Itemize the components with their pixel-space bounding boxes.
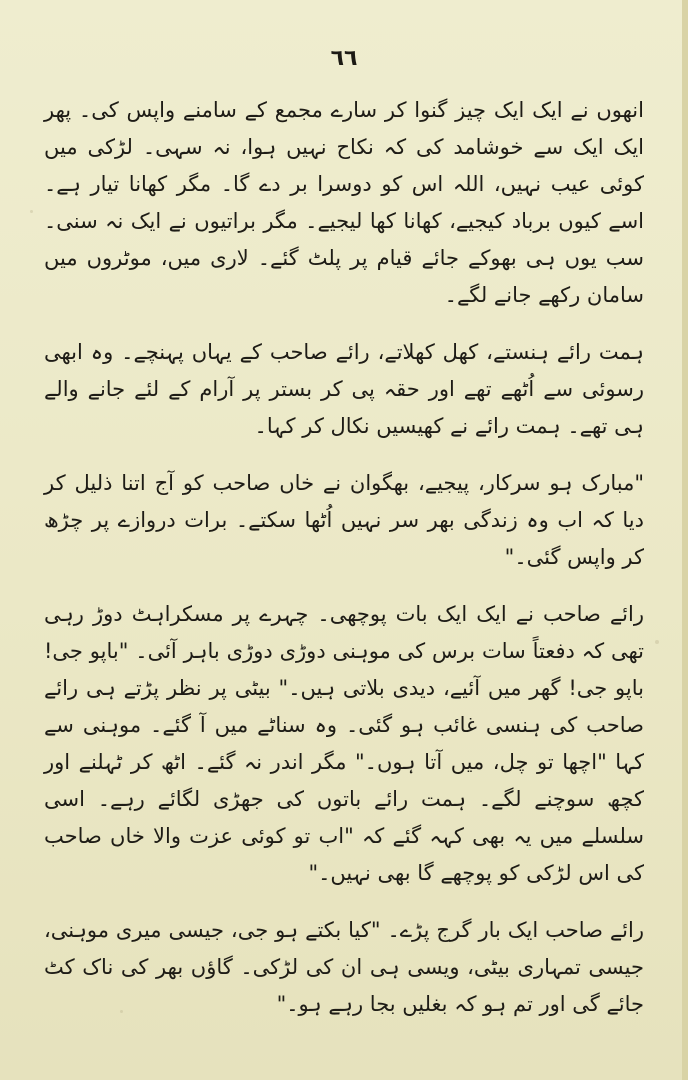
page-number: ٦٦ (330, 46, 358, 71)
body-text (44, 92, 644, 1023)
paper-speck (30, 210, 33, 213)
paragraph: "مبارک ہو سرکار، پیجیے، بھگوان نے خاں صاحب کو آج اتنا ذلیل کر دیا کہ اب وہ زندگی بھر سر نہیں اُٹھا سکتے۔ برات دروازے پر چڑھ کر واپس گئی۔" (44, 471, 644, 569)
paragraph: رائے صاحب ایک بار گرج پڑے۔ "کیا بکتے ہو جی، جیسی میری موہنی، جیسی تمہاری بیٹی، ویسی ہی ان کی لڑکی۔ گاؤں بھر کی ناک کٹ جائے گی اور تم ہو کہ بغلیں بجا رہے ہو۔" (44, 918, 644, 1016)
paragraph: انھوں نے ایک ایک چیز گنوا کر سارے مجمع کے سامنے واپس کی۔ پھر ایک ایک سے خوشامد کی کہ نکاح نہیں ہوا، نہ سہی۔ لڑکی میں کوئی عیب نہیں، اللہ اس کو دوسرا بر دے گا۔ مگر کھانا تیار ہے۔ اسے کیوں برباد کیجیے، کھانا کھا لیجیے۔ مگر براتیوں نے ایک نہ سنی۔ سب یوں ہی بھوکے جائے قیام پر پلٹ گئے۔ لاری میں، موٹروں میں سامان رکھے جانے لگے۔ (44, 98, 644, 307)
paragraph: رائے صاحب نے ایک ایک بات پوچھی۔ چہرے پر مسکراہٹ دوڑ رہی تھی کہ دفعتاً سات برس کی موہنی دوڑی دوڑی باہر آئی۔ "باپو جی! باپو جی! گھر میں آئیے، دیدی بلاتی ہیں۔" بیٹی پر نظر پڑتے ہی رائے صاحب کی ہنسی غائب ہو گئی۔ وہ سناٹے میں آ گئے۔ موہنی سے کہا "اچھا تو چل، میں آتا ہوں۔" مگر اندر نہ گئے۔ اٹھ کر ٹہلنے اور کچھ سوچنے لگے۔ ہمت رائے باتوں کی جھڑی لگائے رہے۔ اسی سلسلے میں یہ بھی کہہ گئے کہ "اب تو کوئی عزت والا خاں صاحب کی اس لڑکی کو پوچھے گا بھی نہیں۔" (44, 602, 644, 885)
paper-speck (655, 640, 659, 644)
paragraph: ہمت رائے ہنستے، کھل کھلاتے، رائے صاحب کے یہاں پہنچے۔ وہ ابھی رسوئی سے اُٹھے تھے اور حقہ پی کر بستر پر آرام کے لئے جانے والے ہی تھے۔ ہمت رائے نے کھیسیں نکال کر کہا۔ (44, 340, 644, 438)
